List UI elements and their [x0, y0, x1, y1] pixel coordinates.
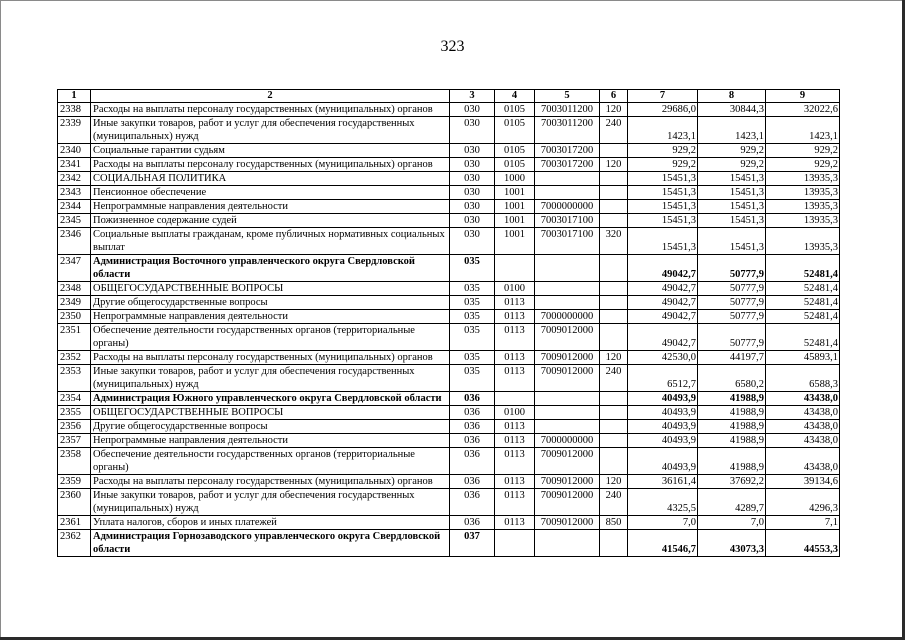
column-header: 8	[698, 90, 766, 103]
amount-year-1: 15451,3	[628, 172, 698, 186]
column-header: 9	[766, 90, 840, 103]
table-row	[58, 406, 840, 420]
section-code: 0100	[495, 406, 535, 420]
target-code: 7003017200	[535, 144, 600, 158]
section-code: 0113	[495, 475, 535, 489]
target-code: 7009012000	[535, 489, 600, 516]
table-row	[58, 255, 840, 282]
row-description: Администрация Южного управленческого округа Свердловской области	[91, 392, 450, 406]
expense-type-code	[600, 144, 628, 158]
section-code: 0113	[495, 296, 535, 310]
amount-year-3: 13935,3	[766, 228, 840, 255]
row-number: 2343	[58, 186, 91, 200]
section-code: 0105	[495, 117, 535, 144]
table-row	[58, 296, 840, 310]
amount-year-2: 41988,9	[698, 392, 766, 406]
header-row	[58, 90, 840, 103]
row-number: 2352	[58, 351, 91, 365]
section-code	[495, 255, 535, 282]
amount-year-1: 49042,7	[628, 324, 698, 351]
row-description: Другие общегосударственные вопросы	[91, 296, 450, 310]
amount-year-3: 43438,0	[766, 406, 840, 420]
target-code: 7000000000	[535, 310, 600, 324]
section-code	[495, 530, 535, 557]
expense-type-code: 240	[600, 365, 628, 392]
target-code: 7009012000	[535, 516, 600, 530]
expense-type-code	[600, 296, 628, 310]
amount-year-2: 15451,3	[698, 186, 766, 200]
target-code	[535, 186, 600, 200]
row-description: Непрограммные направления деятельности	[91, 310, 450, 324]
table-row	[58, 475, 840, 489]
table-row	[58, 324, 840, 351]
section-code: 1001	[495, 228, 535, 255]
table-row	[58, 392, 840, 406]
row-description: Обеспечение деятельности государственных органов (территориальные органы)	[91, 324, 450, 351]
column-header: 1	[58, 90, 91, 103]
row-description: Непрограммные направления деятельности	[91, 434, 450, 448]
table-row	[58, 448, 840, 475]
row-number: 2362	[58, 530, 91, 557]
amount-year-1: 49042,7	[628, 296, 698, 310]
amount-year-1: 42530,0	[628, 351, 698, 365]
section-code: 1001	[495, 200, 535, 214]
row-number: 2341	[58, 158, 91, 172]
ministry-code: 036	[450, 448, 495, 475]
expense-type-code: 120	[600, 475, 628, 489]
section-code: 1000	[495, 172, 535, 186]
amount-year-3: 44553,3	[766, 530, 840, 557]
column-header: 7	[628, 90, 698, 103]
ministry-code: 030	[450, 214, 495, 228]
ministry-code: 035	[450, 296, 495, 310]
row-number: 2350	[58, 310, 91, 324]
section-code: 1001	[495, 186, 535, 200]
section-code: 1001	[495, 214, 535, 228]
amount-year-1: 7,0	[628, 516, 698, 530]
amount-year-1: 29686,0	[628, 103, 698, 117]
section-code: 0113	[495, 310, 535, 324]
table-row	[58, 365, 840, 392]
amount-year-3: 52481,4	[766, 282, 840, 296]
ministry-code: 037	[450, 530, 495, 557]
amount-year-1: 1423,1	[628, 117, 698, 144]
amount-year-3: 43438,0	[766, 448, 840, 475]
ministry-code: 030	[450, 200, 495, 214]
row-description: ОБЩЕГОСУДАРСТВЕННЫЕ ВОПРОСЫ	[91, 406, 450, 420]
target-code: 7003017100	[535, 214, 600, 228]
row-description: Пенсионное обеспечение	[91, 186, 450, 200]
column-header: 4	[495, 90, 535, 103]
section-code: 0105	[495, 144, 535, 158]
amount-year-3: 1423,1	[766, 117, 840, 144]
row-number: 2357	[58, 434, 91, 448]
ministry-code: 036	[450, 392, 495, 406]
table-row	[58, 228, 840, 255]
expense-type-code	[600, 434, 628, 448]
amount-year-2: 929,2	[698, 144, 766, 158]
target-code: 7000000000	[535, 434, 600, 448]
column-header: 6	[600, 90, 628, 103]
amount-year-1: 40493,9	[628, 406, 698, 420]
amount-year-1: 40493,9	[628, 420, 698, 434]
amount-year-1: 49042,7	[628, 255, 698, 282]
section-code: 0113	[495, 420, 535, 434]
amount-year-2: 44197,7	[698, 351, 766, 365]
amount-year-2: 1423,1	[698, 117, 766, 144]
target-code: 7000000000	[535, 200, 600, 214]
amount-year-2: 50777,9	[698, 324, 766, 351]
target-code: 7009012000	[535, 324, 600, 351]
row-description: Социальные гарантии судьям	[91, 144, 450, 158]
amount-year-2: 6580,2	[698, 365, 766, 392]
row-number: 2358	[58, 448, 91, 475]
row-description: Пожизненное содержание судей	[91, 214, 450, 228]
ministry-code: 035	[450, 324, 495, 351]
table-row	[58, 420, 840, 434]
table-row	[58, 158, 840, 172]
row-number: 2351	[58, 324, 91, 351]
expense-type-code	[600, 200, 628, 214]
amount-year-3: 929,2	[766, 144, 840, 158]
amount-year-2: 37692,2	[698, 475, 766, 489]
expense-type-code: 240	[600, 489, 628, 516]
amount-year-1: 15451,3	[628, 214, 698, 228]
section-code: 0113	[495, 434, 535, 448]
expense-type-code: 120	[600, 103, 628, 117]
amount-year-2: 41988,9	[698, 448, 766, 475]
amount-year-3: 52481,4	[766, 255, 840, 282]
amount-year-1: 40493,9	[628, 448, 698, 475]
target-code: 7009012000	[535, 448, 600, 475]
ministry-code: 036	[450, 475, 495, 489]
target-code	[535, 530, 600, 557]
section-code: 0100	[495, 282, 535, 296]
row-number: 2361	[58, 516, 91, 530]
ministry-code: 035	[450, 255, 495, 282]
section-code: 0113	[495, 324, 535, 351]
amount-year-2: 15451,3	[698, 214, 766, 228]
row-number: 2354	[58, 392, 91, 406]
column-header: 5	[535, 90, 600, 103]
column-header: 3	[450, 90, 495, 103]
amount-year-1: 6512,7	[628, 365, 698, 392]
expense-type-code: 120	[600, 351, 628, 365]
target-code	[535, 282, 600, 296]
amount-year-1: 40493,9	[628, 392, 698, 406]
row-description: Иные закупки товаров, работ и услуг для обеспечения государственных (муниципальных) нужд	[91, 489, 450, 516]
target-code	[535, 392, 600, 406]
amount-year-3: 39134,6	[766, 475, 840, 489]
row-number: 2340	[58, 144, 91, 158]
column-header: 2	[91, 90, 450, 103]
ministry-code: 035	[450, 351, 495, 365]
target-code: 7003017200	[535, 158, 600, 172]
amount-year-3: 43438,0	[766, 434, 840, 448]
section-code: 0113	[495, 448, 535, 475]
row-description: Обеспечение деятельности государственных органов (территориальные органы)	[91, 448, 450, 475]
budget-table	[57, 89, 840, 557]
ministry-code: 030	[450, 117, 495, 144]
section-code: 0113	[495, 489, 535, 516]
row-description: Расходы на выплаты персоналу государственных (муниципальных) органов	[91, 158, 450, 172]
amount-year-1: 15451,3	[628, 200, 698, 214]
expense-type-code: 240	[600, 117, 628, 144]
row-description: Иные закупки товаров, работ и услуг для обеспечения государственных (муниципальных) нужд	[91, 117, 450, 144]
ministry-code: 030	[450, 144, 495, 158]
amount-year-3: 13935,3	[766, 200, 840, 214]
amount-year-2: 50777,9	[698, 296, 766, 310]
ministry-code: 030	[450, 172, 495, 186]
amount-year-1: 929,2	[628, 158, 698, 172]
target-code: 7009012000	[535, 351, 600, 365]
amount-year-2: 4289,7	[698, 489, 766, 516]
expense-type-code	[600, 186, 628, 200]
amount-year-3: 6588,3	[766, 365, 840, 392]
amount-year-2: 30844,3	[698, 103, 766, 117]
row-number: 2344	[58, 200, 91, 214]
row-number: 2353	[58, 365, 91, 392]
target-code: 7009012000	[535, 475, 600, 489]
row-description: СОЦИАЛЬНАЯ ПОЛИТИКА	[91, 172, 450, 186]
expense-type-code	[600, 324, 628, 351]
table-row	[58, 200, 840, 214]
ministry-code: 035	[450, 365, 495, 392]
table-row	[58, 434, 840, 448]
row-description: Расходы на выплаты персоналу государственных (муниципальных) органов	[91, 103, 450, 117]
expense-type-code	[600, 420, 628, 434]
amount-year-1: 929,2	[628, 144, 698, 158]
row-number: 2348	[58, 282, 91, 296]
row-description: ОБЩЕГОСУДАРСТВЕННЫЕ ВОПРОСЫ	[91, 282, 450, 296]
amount-year-2: 15451,3	[698, 172, 766, 186]
expense-type-code	[600, 530, 628, 557]
target-code: 7003011200	[535, 103, 600, 117]
target-code	[535, 255, 600, 282]
amount-year-2: 929,2	[698, 158, 766, 172]
ministry-code: 035	[450, 282, 495, 296]
expense-type-code	[600, 448, 628, 475]
table-row	[58, 516, 840, 530]
row-number: 2346	[58, 228, 91, 255]
expense-type-code	[600, 310, 628, 324]
ministry-code: 036	[450, 420, 495, 434]
amount-year-3: 13935,3	[766, 172, 840, 186]
target-code	[535, 296, 600, 310]
ministry-code: 036	[450, 434, 495, 448]
ministry-code: 035	[450, 310, 495, 324]
row-number: 2345	[58, 214, 91, 228]
expense-type-code	[600, 282, 628, 296]
amount-year-1: 49042,7	[628, 282, 698, 296]
expense-type-code	[600, 406, 628, 420]
amount-year-3: 7,1	[766, 516, 840, 530]
expense-type-code	[600, 392, 628, 406]
target-code: 7009012000	[535, 365, 600, 392]
amount-year-2: 41988,9	[698, 406, 766, 420]
amount-year-3: 52481,4	[766, 324, 840, 351]
amount-year-3: 13935,3	[766, 214, 840, 228]
target-code: 7003011200	[535, 117, 600, 144]
table-row	[58, 117, 840, 144]
ministry-code: 036	[450, 406, 495, 420]
target-code	[535, 406, 600, 420]
table-row	[58, 172, 840, 186]
expense-type-code	[600, 172, 628, 186]
row-description: Расходы на выплаты персоналу государственных (муниципальных) органов	[91, 351, 450, 365]
amount-year-1: 15451,3	[628, 228, 698, 255]
amount-year-3: 52481,4	[766, 310, 840, 324]
amount-year-3: 13935,3	[766, 186, 840, 200]
amount-year-2: 41988,9	[698, 434, 766, 448]
amount-year-1: 36161,4	[628, 475, 698, 489]
row-description: Социальные выплаты гражданам, кроме публичных нормативных социальных выплат	[91, 228, 450, 255]
amount-year-3: 929,2	[766, 158, 840, 172]
amount-year-2: 50777,9	[698, 282, 766, 296]
row-number: 2359	[58, 475, 91, 489]
row-description: Расходы на выплаты персоналу государственных (муниципальных) органов	[91, 475, 450, 489]
table-row	[58, 144, 840, 158]
amount-year-2: 41988,9	[698, 420, 766, 434]
row-description: Администрация Восточного управленческого округа Свердловской области	[91, 255, 450, 282]
table-row	[58, 530, 840, 557]
target-code: 7003017100	[535, 228, 600, 255]
table-row	[58, 282, 840, 296]
row-number: 2339	[58, 117, 91, 144]
amount-year-3: 32022,6	[766, 103, 840, 117]
section-code: 0105	[495, 103, 535, 117]
row-description: Администрация Горнозаводского управленческого округа Свердловской области	[91, 530, 450, 557]
amount-year-3: 4296,3	[766, 489, 840, 516]
amount-year-2: 15451,3	[698, 228, 766, 255]
row-number: 2360	[58, 489, 91, 516]
section-code: 0113	[495, 351, 535, 365]
row-description: Уплата налогов, сборов и иных платежей	[91, 516, 450, 530]
amount-year-3: 43438,0	[766, 420, 840, 434]
amount-year-1: 41546,7	[628, 530, 698, 557]
table-row	[58, 489, 840, 516]
section-code: 0113	[495, 365, 535, 392]
section-code: 0105	[495, 158, 535, 172]
ministry-code: 030	[450, 228, 495, 255]
table-row	[58, 214, 840, 228]
expense-type-code	[600, 214, 628, 228]
amount-year-3: 52481,4	[766, 296, 840, 310]
ministry-code: 030	[450, 103, 495, 117]
amount-year-2: 50777,9	[698, 255, 766, 282]
ministry-code: 030	[450, 186, 495, 200]
amount-year-2: 15451,3	[698, 200, 766, 214]
amount-year-1: 15451,3	[628, 186, 698, 200]
expense-type-code: 850	[600, 516, 628, 530]
row-number: 2349	[58, 296, 91, 310]
expense-type-code: 120	[600, 158, 628, 172]
target-code	[535, 420, 600, 434]
amount-year-1: 4325,5	[628, 489, 698, 516]
table-row	[58, 310, 840, 324]
ministry-code: 030	[450, 158, 495, 172]
page-number: 323	[440, 38, 465, 55]
amount-year-2: 7,0	[698, 516, 766, 530]
section-code	[495, 392, 535, 406]
amount-year-1: 40493,9	[628, 434, 698, 448]
amount-year-2: 50777,9	[698, 310, 766, 324]
row-number: 2342	[58, 172, 91, 186]
ministry-code: 036	[450, 516, 495, 530]
row-description: Другие общегосударственные вопросы	[91, 420, 450, 434]
target-code	[535, 172, 600, 186]
amount-year-2: 43073,3	[698, 530, 766, 557]
row-description: Непрограммные направления деятельности	[91, 200, 450, 214]
table-row	[58, 186, 840, 200]
ministry-code: 036	[450, 489, 495, 516]
row-number: 2356	[58, 420, 91, 434]
amount-year-3: 45893,1	[766, 351, 840, 365]
amount-year-3: 43438,0	[766, 392, 840, 406]
amount-year-1: 49042,7	[628, 310, 698, 324]
table-row	[58, 103, 840, 117]
expense-type-code: 320	[600, 228, 628, 255]
row-number: 2338	[58, 103, 91, 117]
table-row	[58, 351, 840, 365]
row-description: Иные закупки товаров, работ и услуг для обеспечения государственных (муниципальных) нужд	[91, 365, 450, 392]
row-number: 2347	[58, 255, 91, 282]
section-code: 0113	[495, 516, 535, 530]
row-number: 2355	[58, 406, 91, 420]
expense-type-code	[600, 255, 628, 282]
